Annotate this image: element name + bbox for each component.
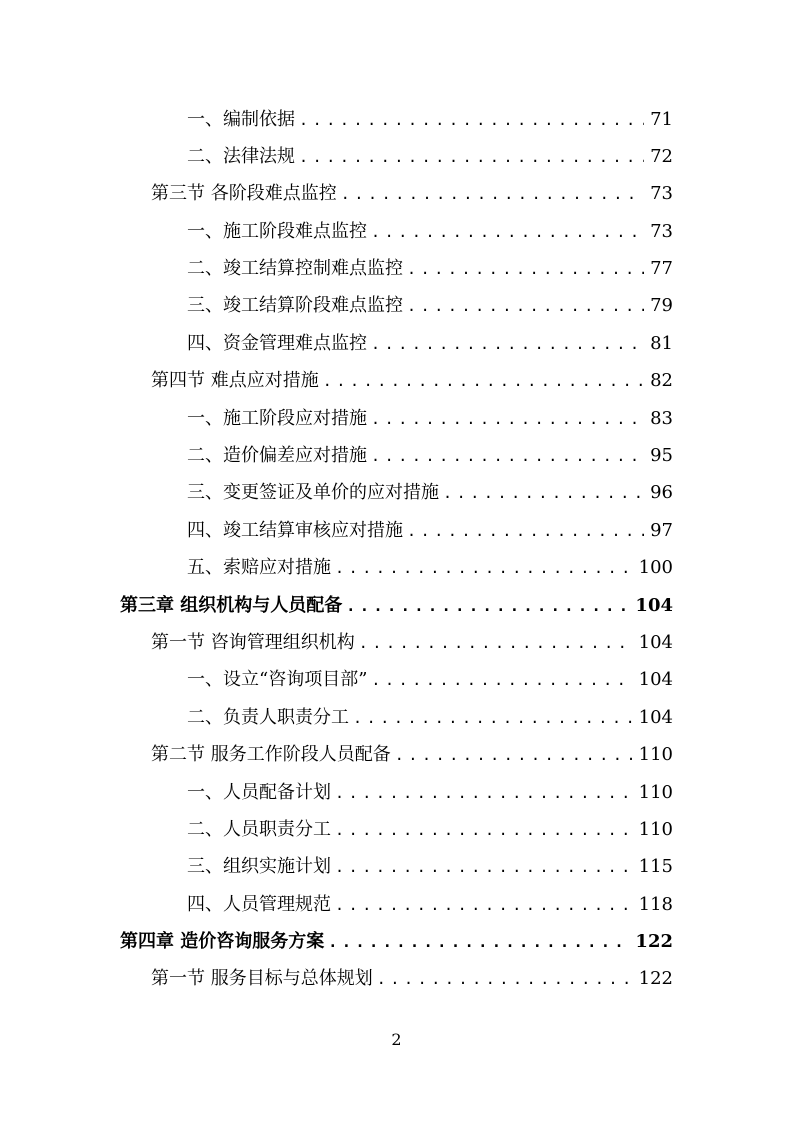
toc-section-row[interactable]	[0, 176, 793, 213]
toc-entry-label: 三、竣工结算阶段难点监控	[187, 295, 403, 317]
toc-entry	[0, 774, 793, 812]
toc-entry-page: 110	[638, 744, 673, 766]
toc-item-row[interactable]	[0, 288, 793, 325]
page-number: 2	[391, 1030, 402, 1049]
toc-dot-leader	[346, 588, 629, 625]
toc-dot-leader	[395, 737, 633, 774]
toc-item-row[interactable]	[0, 811, 793, 848]
toc-entry	[0, 175, 793, 213]
toc-dot-leader	[407, 288, 644, 325]
toc-entry-label: 第三章 组织机构与人员配备	[120, 594, 343, 616]
toc-item-row[interactable]	[0, 512, 793, 549]
toc-dot-leader	[407, 251, 644, 288]
toc-item-row[interactable]	[0, 774, 793, 811]
toc-entry-page: 118	[638, 893, 673, 915]
toc-entry-label: 第四章 造价咨询服务方案	[120, 931, 325, 953]
toc-section-row[interactable]	[0, 961, 793, 998]
toc-item-row[interactable]	[0, 138, 793, 175]
toc-dot-leader	[371, 326, 644, 363]
toc-entry	[0, 923, 793, 961]
toc-entry-page: 73	[650, 183, 673, 205]
toc-entry	[0, 661, 793, 699]
toc-entry-page: 81	[650, 332, 673, 354]
toc-entry-label: 二、造价偏差应对措施	[187, 445, 367, 467]
toc-entry	[0, 287, 793, 325]
toc-item-row[interactable]	[0, 101, 793, 138]
toc-dot-leader	[299, 102, 644, 139]
toc-entry-page: 96	[650, 482, 673, 504]
toc-entry-label: 四、竣工结算审核应对措施	[187, 519, 403, 541]
toc-entry-page: 115	[638, 856, 673, 878]
toc-section-row[interactable]	[0, 363, 793, 400]
toc-entry-label: 四、人员管理规范	[187, 893, 331, 915]
toc-entry-label: 第一节 咨询管理组织机构	[151, 631, 355, 653]
toc-entry	[0, 138, 793, 176]
toc-entry	[0, 512, 793, 550]
toc-entry-page: 104	[638, 631, 673, 653]
toc-entry-page: 122	[638, 968, 673, 990]
toc-dot-leader	[371, 401, 644, 438]
toc-dot-leader	[328, 924, 629, 961]
toc-entry	[0, 848, 793, 886]
toc-entry-label: 第二节 服务工作阶段人员配备	[151, 744, 391, 766]
toc-item-row[interactable]	[0, 438, 793, 475]
toc-item-row[interactable]	[0, 400, 793, 437]
toc-entry-page: 77	[650, 258, 673, 280]
toc-dot-leader	[335, 812, 633, 849]
toc-dot-leader	[299, 139, 644, 176]
toc-entry	[0, 213, 793, 251]
toc-dot-leader	[335, 775, 633, 812]
toc-entry-page: 71	[650, 108, 673, 130]
toc-entry-label: 一、人员配备计划	[187, 781, 331, 803]
toc-entry	[0, 886, 793, 924]
toc-dot-leader	[341, 176, 644, 213]
toc-entry-label: 一、施工阶段难点监控	[187, 220, 367, 242]
toc-dot-leader	[335, 849, 633, 886]
toc-dot-leader	[407, 513, 644, 550]
toc-entry-label: 一、编制依据	[187, 108, 295, 130]
toc-entry	[0, 400, 793, 438]
toc-entry-label: 三、组织实施计划	[187, 856, 331, 878]
toc-entry	[0, 811, 793, 849]
toc-entry-page: 95	[650, 445, 673, 467]
toc-entry	[0, 960, 793, 998]
toc-entry	[0, 549, 793, 587]
table-of-contents	[0, 101, 793, 998]
toc-entry-page: 104	[638, 669, 673, 691]
toc-entry	[0, 437, 793, 475]
toc-entry-label: 三、变更签证及单价的应对措施	[187, 482, 439, 504]
toc-item-row[interactable]	[0, 849, 793, 886]
toc-entry	[0, 587, 793, 625]
toc-entry-page: 100	[638, 557, 673, 579]
toc-entry-label: 一、施工阶段应对措施	[187, 407, 367, 429]
toc-dot-leader	[359, 625, 633, 662]
toc-dot-leader	[443, 475, 644, 512]
toc-entry	[0, 101, 793, 139]
toc-dot-leader	[371, 662, 632, 699]
toc-entry-page: 104	[635, 594, 673, 616]
toc-item-row[interactable]	[0, 251, 793, 288]
toc-entry-label: 第一节 服务目标与总体规划	[151, 968, 373, 990]
toc-entry-label: 二、人员职责分工	[187, 818, 331, 840]
toc-chapter-row[interactable]	[0, 587, 793, 624]
toc-dot-leader	[353, 700, 633, 737]
toc-entry-page: 73	[650, 220, 673, 242]
toc-section-row[interactable]	[0, 624, 793, 661]
toc-entry-page: 97	[650, 519, 673, 541]
toc-entry-page: 82	[650, 370, 673, 392]
toc-item-row[interactable]	[0, 325, 793, 362]
toc-entry-label: 一、设立“咨询项目部”	[187, 669, 368, 691]
toc-dot-leader	[335, 887, 633, 924]
toc-entry	[0, 325, 793, 363]
toc-entry-label: 第四节 难点应对措施	[151, 370, 319, 392]
toc-entry-page: 110	[638, 818, 673, 840]
toc-chapter-row[interactable]	[0, 924, 793, 961]
toc-dot-leader	[371, 214, 644, 251]
toc-entry-page: 122	[635, 931, 673, 953]
toc-item-row[interactable]	[0, 886, 793, 923]
toc-entry-page: 72	[650, 145, 673, 167]
toc-item-row[interactable]	[0, 550, 793, 587]
toc-entry-label: 二、竣工结算控制难点监控	[187, 258, 403, 280]
toc-dot-leader	[377, 961, 633, 998]
toc-item-row[interactable]	[0, 662, 793, 699]
toc-entry	[0, 362, 793, 400]
toc-entry-label: 四、资金管理难点监控	[187, 332, 367, 354]
toc-section-row[interactable]	[0, 737, 793, 774]
toc-item-row[interactable]	[0, 475, 793, 512]
toc-entry-label: 二、法律法规	[187, 145, 295, 167]
toc-item-row[interactable]	[0, 699, 793, 736]
toc-item-row[interactable]	[0, 213, 793, 250]
toc-dot-leader	[335, 550, 633, 587]
toc-entry-page: 83	[650, 407, 673, 429]
toc-entry	[0, 250, 793, 288]
toc-entry-label: 第三节 各阶段难点监控	[151, 183, 337, 205]
toc-entry	[0, 624, 793, 662]
toc-entry-label: 五、索赔应对措施	[187, 557, 331, 579]
toc-entry	[0, 474, 793, 512]
toc-entry-page: 110	[638, 781, 673, 803]
toc-entry-page: 79	[650, 295, 673, 317]
toc-entry	[0, 736, 793, 774]
toc-entry	[0, 699, 793, 737]
toc-entry-label: 二、负责人职责分工	[187, 706, 349, 728]
toc-dot-leader	[323, 363, 644, 400]
toc-entry-page: 104	[638, 706, 673, 728]
toc-dot-leader	[371, 438, 644, 475]
